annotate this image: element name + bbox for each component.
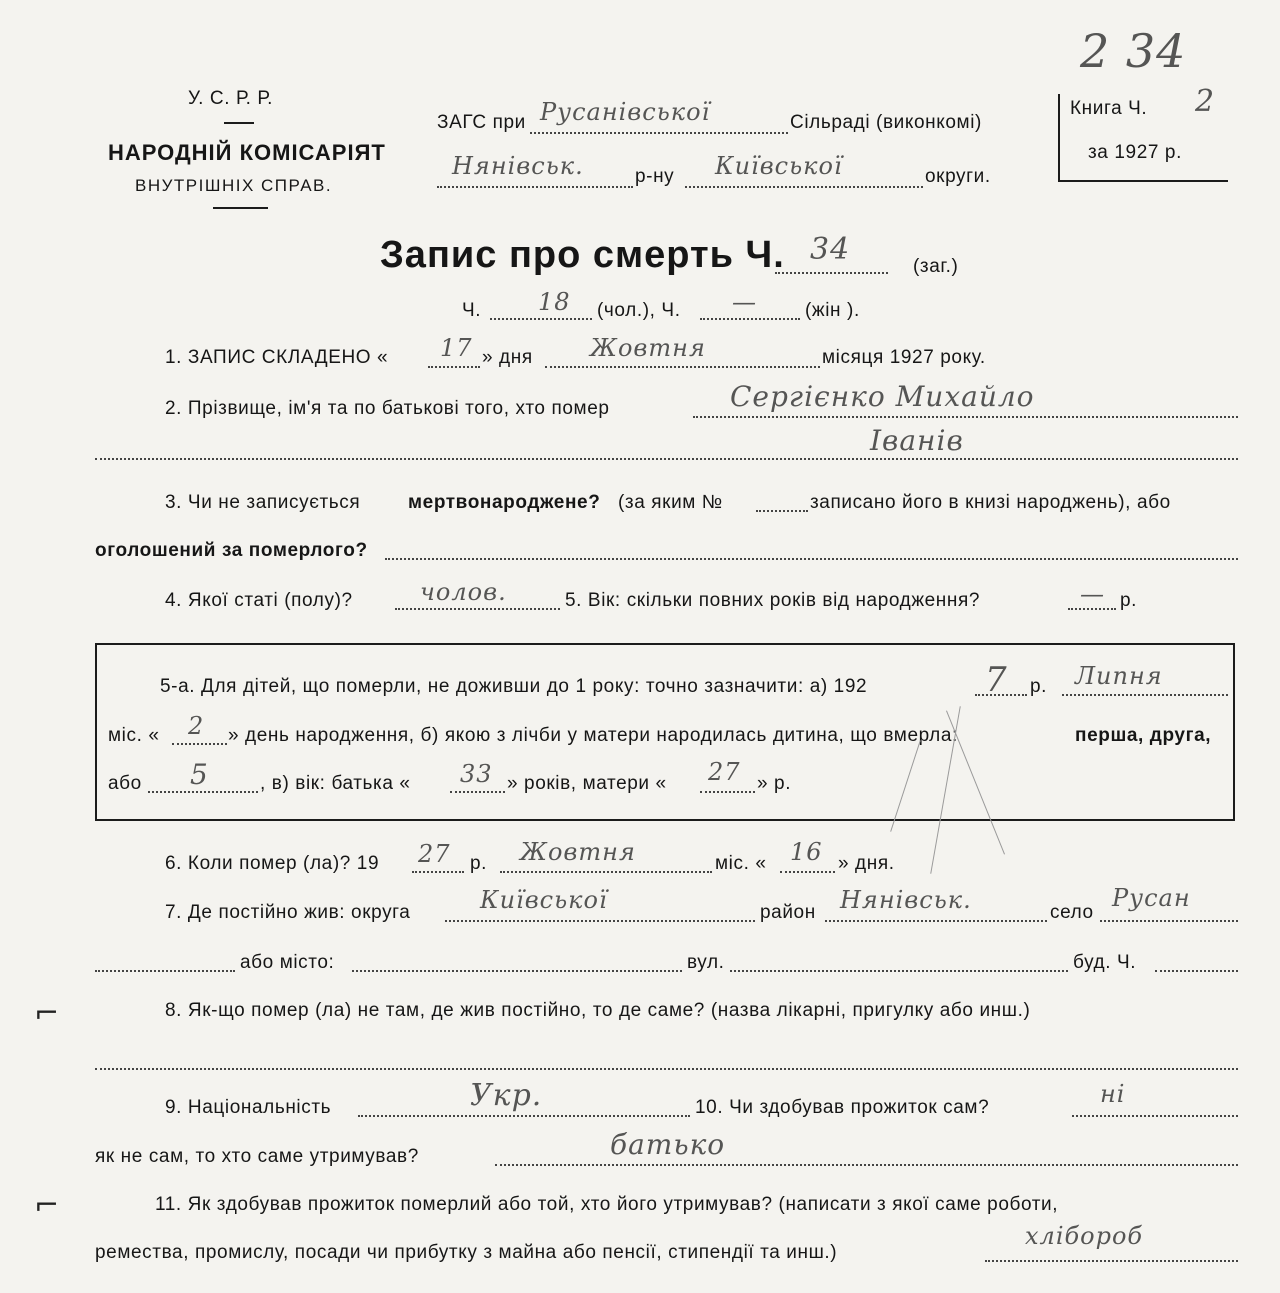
item5a-month-line xyxy=(1062,694,1228,696)
item6-tail: » дня. xyxy=(838,853,895,874)
item7-vul-label: вул. xyxy=(687,952,725,973)
zags-raion-value: Нянівськ. xyxy=(452,152,584,180)
margin-hole-mark-2: ⌐ xyxy=(34,1188,60,1223)
item5-tail: р. xyxy=(1120,590,1138,611)
item7-label: 7. Де постійно жив: округа xyxy=(165,902,411,923)
item6-year-value: 27 xyxy=(418,840,451,868)
item2-patronymic-value: Іванів xyxy=(870,424,964,457)
book-year: за 1927 р. xyxy=(1088,142,1182,163)
item5a-line2: » день народження, б) якою з лічби у матери народилась дитина, що вмерла: xyxy=(228,725,958,746)
item4-sex-line xyxy=(395,608,560,610)
female-count-value: — xyxy=(732,288,757,316)
item7-raion-line xyxy=(825,920,1047,922)
item7-selo-value: Русан xyxy=(1112,884,1191,912)
zags-council-suffix: Сільраді (виконкомі) xyxy=(790,112,982,133)
item5a-bold: перша, друга, xyxy=(1075,725,1212,746)
male-count-suffix: (чол.), Ч. xyxy=(597,300,681,321)
zags-okruga-suffix: округи. xyxy=(925,166,991,187)
item6-month-line xyxy=(500,871,712,873)
item6-r: р. xyxy=(470,853,488,874)
item1-day-value: 17 xyxy=(440,334,473,362)
record-title: Запис про смерть Ч. xyxy=(380,234,785,276)
book-bracket xyxy=(1058,94,1060,182)
record-number-line xyxy=(775,272,888,274)
item6-mis: міс. « xyxy=(715,853,767,874)
item11-line2: ремества, промислу, посади чи прибутку з майна або пенсії, стипендії та инш.) xyxy=(95,1242,838,1263)
book-bracket-bottom xyxy=(1058,180,1228,182)
item7-bud-label: буд. Ч. xyxy=(1073,952,1137,973)
item1-mid: » дня xyxy=(482,347,533,368)
department-label: ВНУТРІШНІХ СПРАВ. xyxy=(135,176,333,195)
item5a-father-line xyxy=(450,791,505,793)
item11-line1: 11. Як здобував прожиток померлий або той, хто його утримував? (написати з якої саме роботи, xyxy=(155,1194,1059,1215)
item10-support-label: як не сам, то хто саме утримував? xyxy=(95,1146,419,1167)
item7-misto-label: або місто: xyxy=(240,952,335,973)
item5a-mid: » років, матери « xyxy=(507,773,667,794)
item7-okruga-value: Київської xyxy=(480,886,608,914)
item1-day-line xyxy=(428,366,480,368)
item5a-day-value: 2 xyxy=(188,712,205,740)
item5a-day-line xyxy=(172,743,227,745)
item2-name-line xyxy=(693,416,1238,418)
item3-declared-dead: оголошений за померлого? xyxy=(95,540,368,561)
item5a-mother-line xyxy=(700,791,755,793)
item11-answer-line xyxy=(985,1260,1238,1262)
record-number: 34 xyxy=(810,232,851,267)
item3-number-line xyxy=(756,510,808,512)
item7-bud-line xyxy=(1155,970,1238,972)
item1-month-line xyxy=(545,366,820,368)
item11-answer-value: хлібороб xyxy=(1025,1222,1144,1250)
item3-declared-line xyxy=(385,558,1238,560)
zags-raion-suffix: р-ну xyxy=(635,166,675,187)
item5a-mother-value: 27 xyxy=(708,758,741,786)
book-number: 2 xyxy=(1195,84,1216,119)
item3-number-label: (за яким № xyxy=(618,492,723,513)
item5a-mis: міс. « xyxy=(108,725,160,746)
item7-misto-line xyxy=(352,970,682,972)
item6-month-value: Жовтня xyxy=(520,838,636,866)
zags-okruga-line xyxy=(685,186,923,188)
item7-selo-line xyxy=(1100,920,1238,922)
item5-age-line xyxy=(1068,608,1116,610)
item10-answer-value: ні xyxy=(1100,1080,1126,1108)
item10-answer-line xyxy=(1072,1115,1238,1117)
zags-raion-line xyxy=(437,186,633,188)
item7-raion-value: Нянівськ. xyxy=(840,886,972,914)
item9-label: 9. Національність xyxy=(165,1097,332,1118)
male-count-line xyxy=(490,318,592,320)
item2-label: 2. Прізвище, ім'я та по батькові того, хто помер xyxy=(165,398,610,419)
margin-hole-mark-1: ⌐ xyxy=(34,996,60,1031)
ussr-label: У. С. Р. Р. xyxy=(188,88,273,109)
item5a-father-value: 33 xyxy=(460,760,493,788)
item8-answer-line xyxy=(95,1068,1238,1070)
item7-line-start xyxy=(95,970,235,972)
item4-label: 4. Якої статі (полу)? xyxy=(165,590,353,611)
corner-archive-number: 2 34 xyxy=(1080,24,1187,78)
header-rule-2 xyxy=(213,207,268,209)
item5a-month-value: Липня xyxy=(1075,662,1163,690)
female-count-suffix: (жін ). xyxy=(805,300,860,321)
item5a-tail: » р. xyxy=(757,773,792,794)
item2-name-value: Сергієнко Михайло xyxy=(730,380,1035,413)
item1-tail: місяця 1927 року. xyxy=(822,347,986,368)
header-rule-1 xyxy=(224,122,254,124)
item3-stillborn: мертвонароджене? xyxy=(408,492,601,513)
female-count-line xyxy=(700,318,800,320)
zags-okruga-value: Київської xyxy=(715,152,843,180)
item10-support-line xyxy=(495,1164,1238,1166)
item5a-abo: або xyxy=(108,773,142,794)
male-count-value: 18 xyxy=(538,288,571,316)
item6-day-value: 16 xyxy=(790,838,823,866)
item6-year-line xyxy=(412,871,464,873)
item10-label: 10. Чи здобував прожиток сам? xyxy=(695,1097,990,1118)
item5a-age-label: , в) вік: батька « xyxy=(260,773,411,794)
item7-okruga-line xyxy=(445,920,755,922)
item3-registered: записано його в книзі народжень), або xyxy=(810,492,1171,513)
item8-label: 8. Як-що помер (ла) не там, де жив постійно, то де саме? (назва лікарні, пригулку або инш.) xyxy=(165,1000,1031,1021)
item4-sex-value: чолов. xyxy=(420,578,507,606)
item2-name-line-2 xyxy=(95,458,1238,460)
item5-age-value: — xyxy=(1080,580,1105,608)
item7-selo-label: село xyxy=(1050,902,1094,923)
item5a-line1: 5-а. Для дітей, що померли, не доживши до 1 року: точно зазначити: а) 192 xyxy=(160,676,868,697)
item7-vul-line xyxy=(730,970,1068,972)
zags-prefix: ЗАГС при xyxy=(437,112,526,133)
item5a-order-value: 5 xyxy=(190,758,209,791)
book-label: Книга Ч. xyxy=(1070,98,1148,119)
item10-support-value: батько xyxy=(610,1128,726,1161)
item5a-r: р. xyxy=(1030,676,1048,697)
item5a-order-line xyxy=(148,791,258,793)
male-count-label: Ч. xyxy=(462,300,482,321)
item3-label: 3. Чи не записується xyxy=(165,492,361,513)
item6-day-line xyxy=(780,871,835,873)
item1-month-value: Жовтня xyxy=(590,334,706,362)
item9-nat-line xyxy=(358,1115,690,1117)
item6-label: 6. Коли помер (ла)? 19 xyxy=(165,853,380,874)
item7-raion-label: район xyxy=(760,902,816,923)
item5-label: 5. Вік: скільки повних років від народження? xyxy=(565,590,981,611)
record-total-label: (заг.) xyxy=(913,256,959,277)
zags-council-value: Русанівської xyxy=(540,98,711,126)
item5a-year-value: 7 xyxy=(985,660,1008,700)
item9-nat-value: Укр. xyxy=(470,1078,543,1113)
zags-council-line xyxy=(530,132,788,134)
item1-label: 1. ЗАПИС СКЛАДЕНО « xyxy=(165,347,389,368)
commissariat-title: НАРОДНІЙ КОМІСАРІЯТ xyxy=(108,140,386,165)
